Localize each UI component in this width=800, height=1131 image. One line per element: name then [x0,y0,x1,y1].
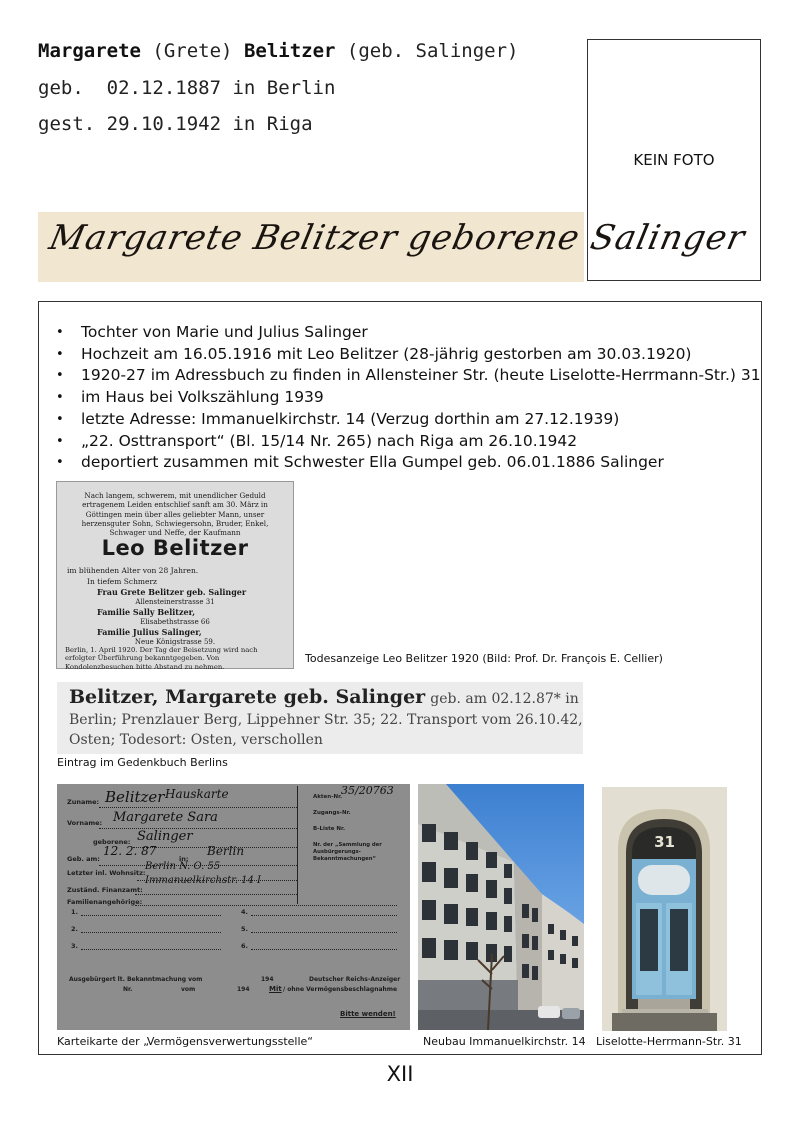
card-line [251,949,397,950]
card-dob-label: Geb. am: [67,855,100,863]
obituary-address: Allensteinerstrasse 31 [135,598,215,606]
obituary-address: Elisabethstrasse 66 [140,618,210,626]
page-number: XII [386,1062,414,1086]
photo-placeholder [587,39,761,281]
card-line [137,880,297,881]
obituary-family: Frau Grete Belitzer geb. Salinger [97,587,247,597]
card-surname-value: Belitzer [105,788,165,806]
gedenkbuch-caption: Eintrag im Gedenkbuch Berlins [57,756,228,769]
door-caption: Liselotte-Herrmann-Str. 31 [596,1035,742,1048]
card-family-label: Familienangehörige: [67,898,143,906]
card-born-name-value: Salinger [137,829,193,844]
door-illustration [602,787,727,1031]
died-date: 29.10.1942 in Riga [106,113,313,135]
fact-item: • Hochzeit am 16.05.1916 mit Leo Belitzer (28-jährig gestorben am 30.03.1920) [56,344,761,366]
card-reich-label: Deutscher Reichs-Anzeiger [309,976,401,983]
card-line [81,949,221,950]
card-zugang-label: Zugangs-Nr. [313,810,351,816]
obituary-footer: Berlin, 1. April 1920. Der Tag der Beisetzung wird nach erfolgter Überführung bekanntgegeben. Von Kondolenzbesuchen bitte Abstand zu nehmen. [65,646,258,671]
card-year: 194 [261,976,274,983]
card-bitte-label: Bitte wenden! [340,1010,396,1018]
card-num: 4. [241,908,248,916]
gedenkbuch-line2: Berlin; Prenzlauer Berg, Lippehner Str. 35; 22. Transport vom 26.10.42, [69,712,583,728]
signature-text: Margarete Belitzer geborene Salinger [45,218,749,258]
card-firstname-label: Vorname: [67,819,103,827]
signature-image [38,212,749,282]
obituary-age: im blühenden Alter von 28 Jahren. [67,566,199,575]
card-address-value: Berlin N. O. 55 Immanuelkirchstr. 14 I [145,861,261,886]
first-name: Margarete [38,40,141,62]
card-ausb-label: Ausgebürgert lt. Bekanntmachung vom [69,976,203,983]
death-line [38,113,313,135]
card-year: 194 [237,986,250,993]
card-line [135,894,297,895]
building-photo [418,784,584,1030]
card-akten-label: Akten-Nr. [313,794,343,800]
fact-item: • im Haus bei Volkszählung 1939 [56,387,761,409]
building-illustration [418,784,584,1030]
card-num: 6. [241,942,248,950]
obituary-clipping [56,481,294,669]
card-line [81,932,221,933]
card-address-label: Letzter inl. Wohnsitz: [67,869,146,877]
door-photo [602,787,727,1031]
card-ohne-label: / ohne Vermögensbeschlagnahme [283,986,398,993]
fact-item: • „22. Osttransport“ (Bl. 15/14 Nr. 265) nach Riga am 26.10.1942 [56,431,761,453]
fact-item: • Tochter von Marie und Julius Salinger [56,322,761,344]
card-akten-value: 35/20763 [341,784,394,797]
building-caption: Neubau Immanuelkirchstr. 14 [423,1035,586,1048]
card-finanzamt-label: Zuständ. Finanzamt: [67,886,143,894]
photo-placeholder-label: KEIN FOTO [633,151,715,169]
surname: Belitzer [243,40,336,62]
card-surname-label: Zuname: [67,798,100,806]
card-mit-label: Mit [269,985,282,993]
card-divider [297,786,298,904]
card-line [251,915,397,916]
birth-line [38,77,335,99]
fact-item: • letzte Adresse: Immanuelkirchstr. 14 (Verzug dorthin am 27.12.1939) [56,409,761,431]
index-card-image [57,784,410,1030]
born-label: geb. [38,77,84,99]
card-firstname-value: Margarete Sara [113,810,218,825]
gedenkbuch-line1: geb. am 02.12.87* in [430,691,579,707]
obituary-address: Neue Königstrasse 59. [134,638,216,646]
card-caption: Karteikarte der „Vermögensverwertungsstelle“ [57,1035,313,1048]
died-label: gest. [38,113,96,135]
card-line [99,828,297,829]
obituary-family: Familie Sally Belitzer, [97,607,196,617]
card-line [251,932,397,933]
facts-list [56,322,761,474]
gedenkbuch-line3: Osten; Todesort: Osten, verschollen [69,732,323,748]
card-nr-label: Nr. [123,986,133,993]
birth-name: (geb. Salinger) [346,40,519,62]
card-born-name-label: geborene: [93,838,131,846]
card-dob-value: 12. 2. 87 [103,844,157,858]
card-place-value: Berlin [207,844,245,858]
card-line [135,905,397,906]
fact-item: • deportiert zusammen mit Schwester Ella Gumpel geb. 06.01.1886 Salinger [56,452,761,474]
card-line [81,915,221,916]
fact-item: • 1920-27 im Adressbuch zu finden in Allensteiner Str. (heute Liselotte-Herrmann-Str.) 31 [56,365,761,387]
born-date: 02.12.1887 in Berlin [106,77,336,99]
card-place-label: in: [179,855,189,863]
gedenkbuch-entry [57,682,583,754]
card-type: Hauskarte [165,787,229,801]
card-sammlung-label: Nr. der „Sammlung der Ausbürgerungs-Bekanntmachungen“ [313,842,382,862]
card-vom-label: vom [181,986,196,993]
obituary-family: Familie Julius Salinger, [97,627,202,637]
card-num: 1. [71,908,78,916]
nickname: (Grete) [152,40,233,62]
obituary-caption: Todesanzeige Leo Belitzer 1920 (Bild: Prof. Dr. François E. Cellier) [305,652,663,665]
card-num: 2. [71,925,78,933]
card-line [99,807,297,808]
card-bliste-label: B-Liste Nr. [313,826,346,832]
card-num: 3. [71,942,78,950]
obituary-intro: Nach langem, schwerem, mit unendlicher Geduld ertragenem Leiden entschlief sanft am 30. März in Göttingen mein über alles geliebter Mann, unser herzensguter Sohn, Schwiegersohn, Bruder, Enkel, Schwager und Neffe, der Kaufmann [81,491,269,538]
gedenkbuch-name: Belitzer, Margarete geb. Salinger [69,686,426,708]
obituary-grief: In tiefem Schmerz [87,577,157,586]
obituary-name: Leo Belitzer [101,536,249,560]
card-num: 5. [241,925,248,933]
person-name [38,40,519,62]
house-number: 31 [654,833,675,851]
